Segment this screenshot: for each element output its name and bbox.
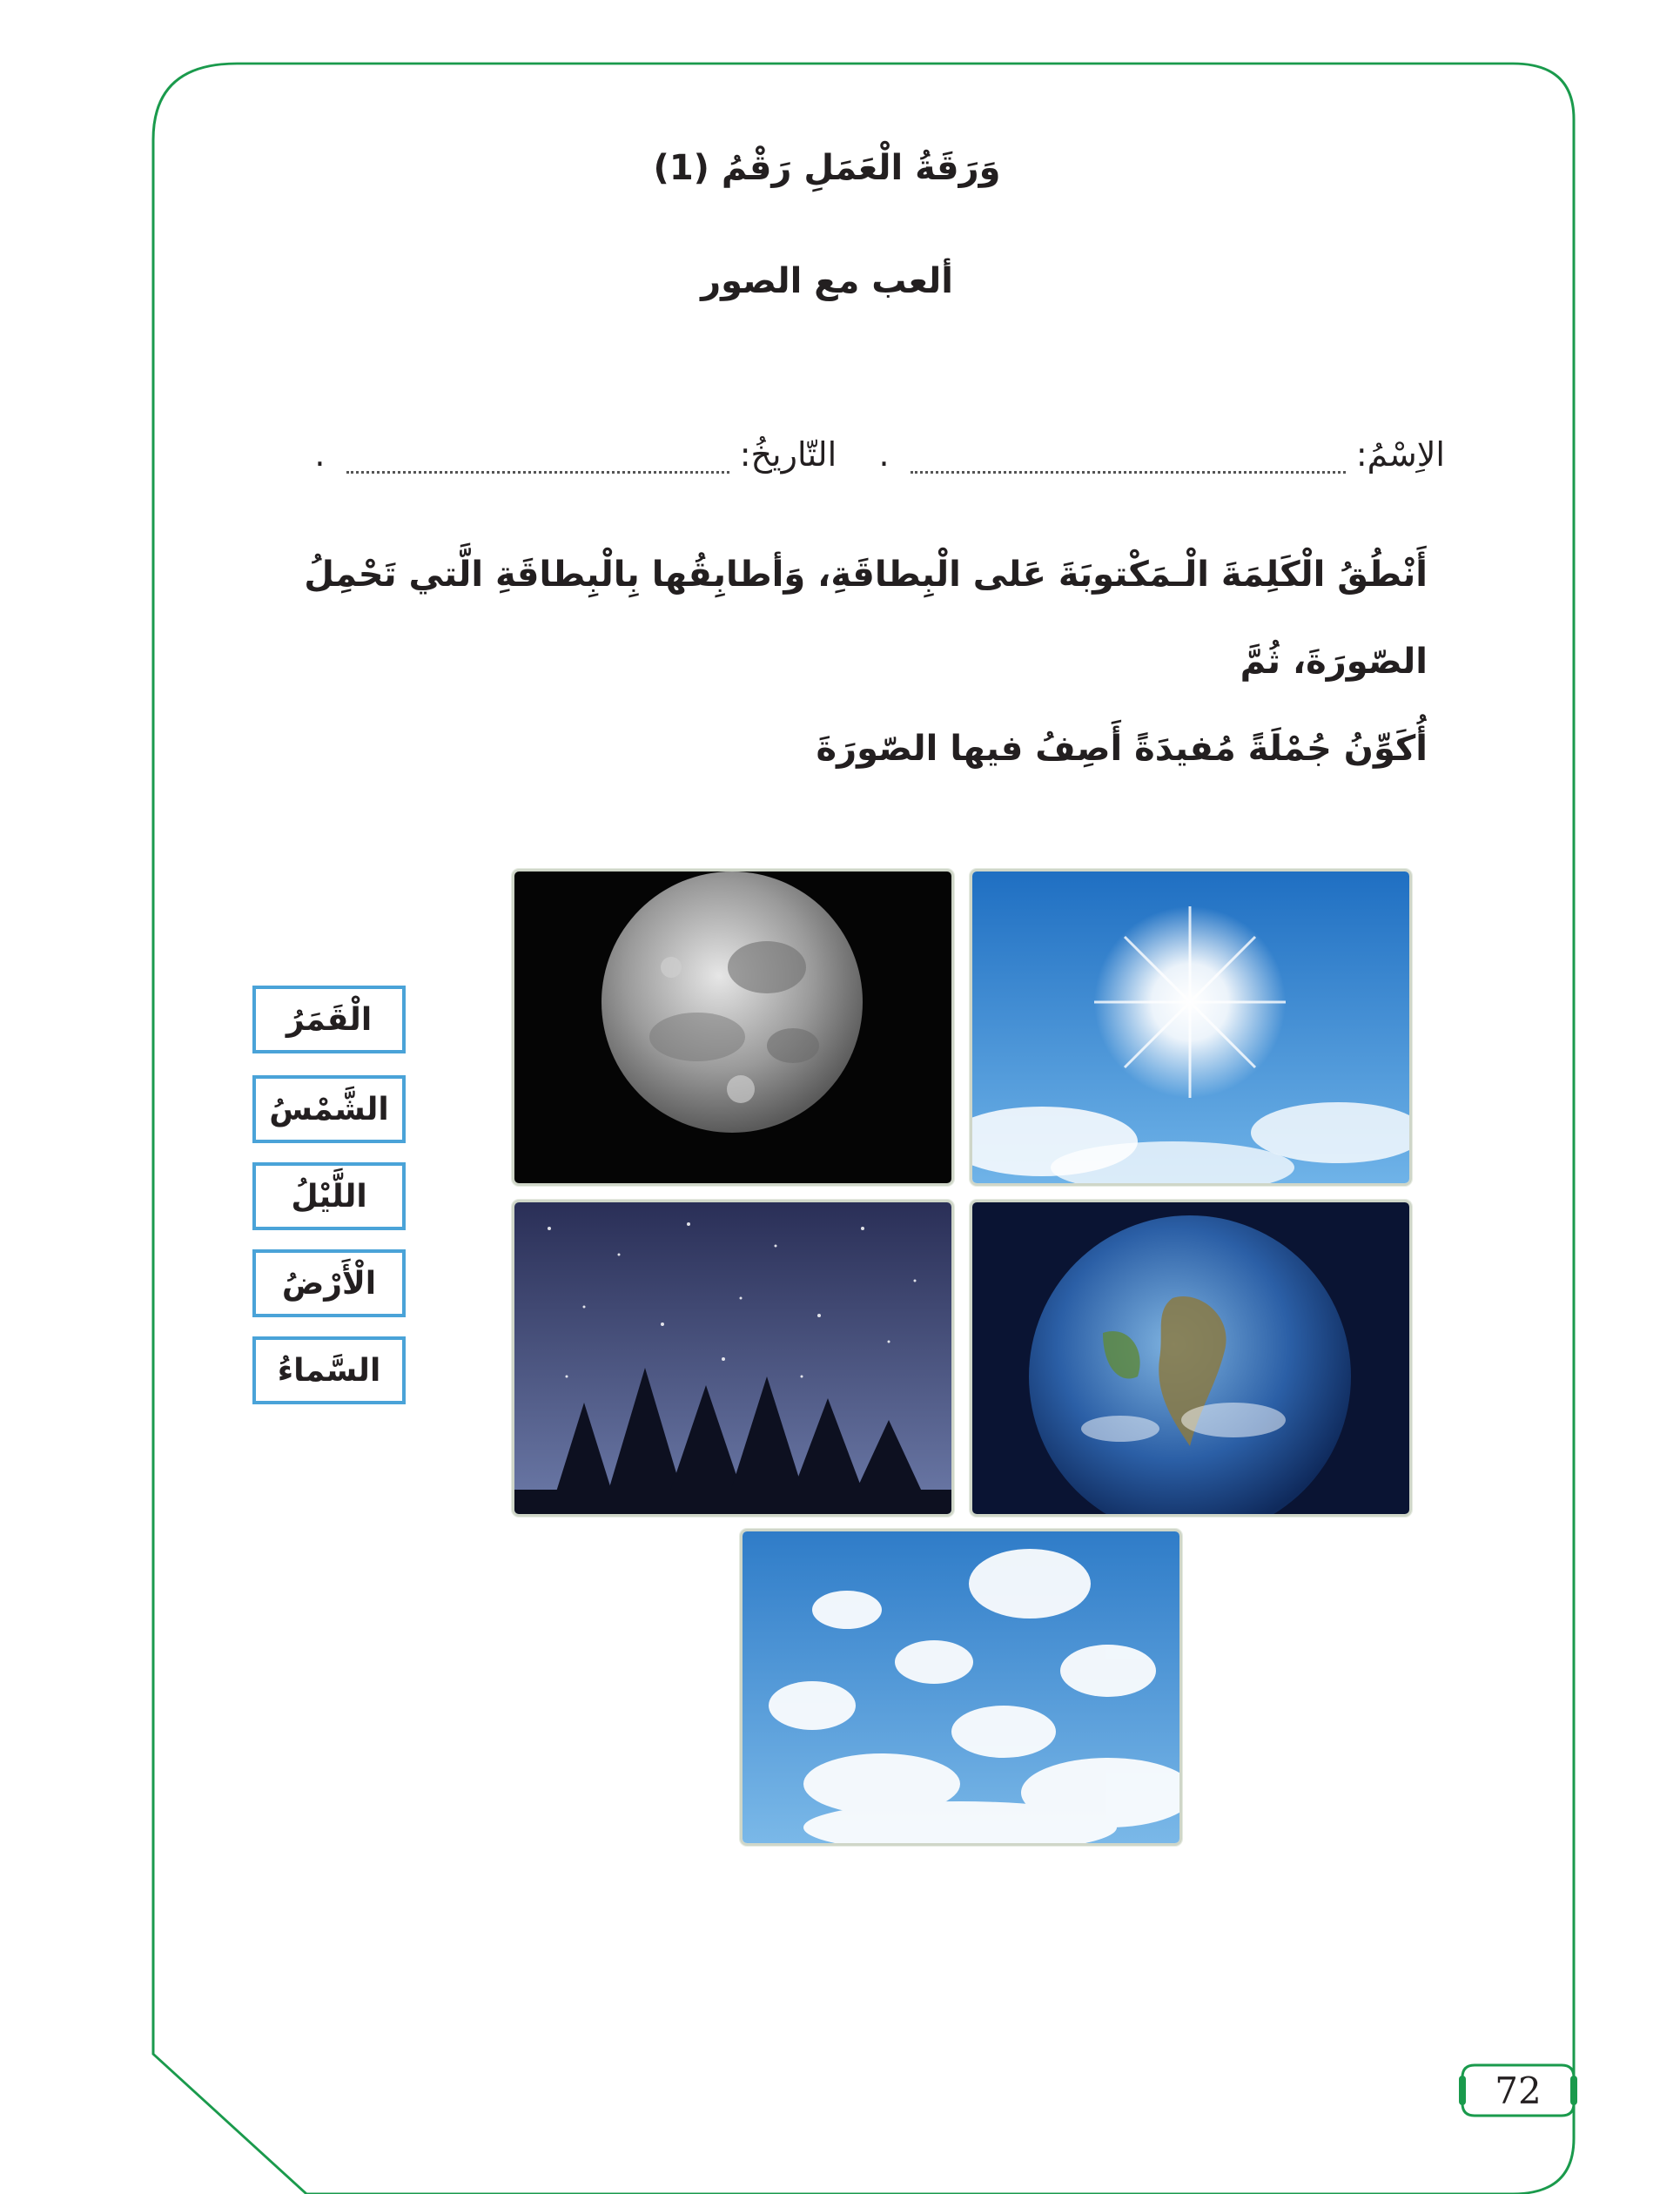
name-label: الاِسْمُ: <box>1355 435 1445 474</box>
page-number: 72 <box>1495 2069 1542 2112</box>
date-field[interactable] <box>346 438 729 474</box>
name-field[interactable] <box>911 438 1346 474</box>
name-date-row <box>313 435 1445 496</box>
instruction-line-2: أُكَوِّنُ جُمْلَةً مُفيدَةً أَصِفُ فيها الصّورَةَ <box>816 729 1428 769</box>
worksheet-subtitle: ألعب مع الصور <box>701 261 953 301</box>
worksheet-title: وَرَقَةُ الْعَمَلِ رَقْمُ (1) <box>653 148 1001 188</box>
clouds-sky-photo[interactable] <box>740 1529 1182 1846</box>
sun-photo[interactable] <box>970 869 1412 1186</box>
word-card-moon[interactable]: الْقَمَرُ <box>252 986 406 1053</box>
date-label: التّاريخُ: <box>739 435 837 474</box>
word-card-night[interactable]: اللَّيْلُ <box>252 1162 406 1230</box>
end-dot: . <box>314 435 336 474</box>
separator-dot: . <box>847 435 900 474</box>
night-sky-photo[interactable] <box>512 1200 954 1517</box>
instruction-line-1: أَنْطُقُ الْكَلِمَةَ الْـمَكْتوبَةَ عَلى الْبِطاقَةِ، وَأطابِقُها بِالْبِطاقَةِ الَّتي تَحْمِلُ الصّورَةَ، ثُمَّ <box>304 555 1428 682</box>
moon-photo[interactable] <box>512 869 954 1186</box>
word-card-sun[interactable]: الشَّمْسُ <box>252 1075 406 1143</box>
word-card-earth[interactable]: الْأَرْضُ <box>252 1249 406 1317</box>
instructions <box>261 531 1428 792</box>
earth-photo[interactable] <box>970 1200 1412 1517</box>
word-card-sky[interactable]: السَّماءُ <box>252 1336 406 1404</box>
